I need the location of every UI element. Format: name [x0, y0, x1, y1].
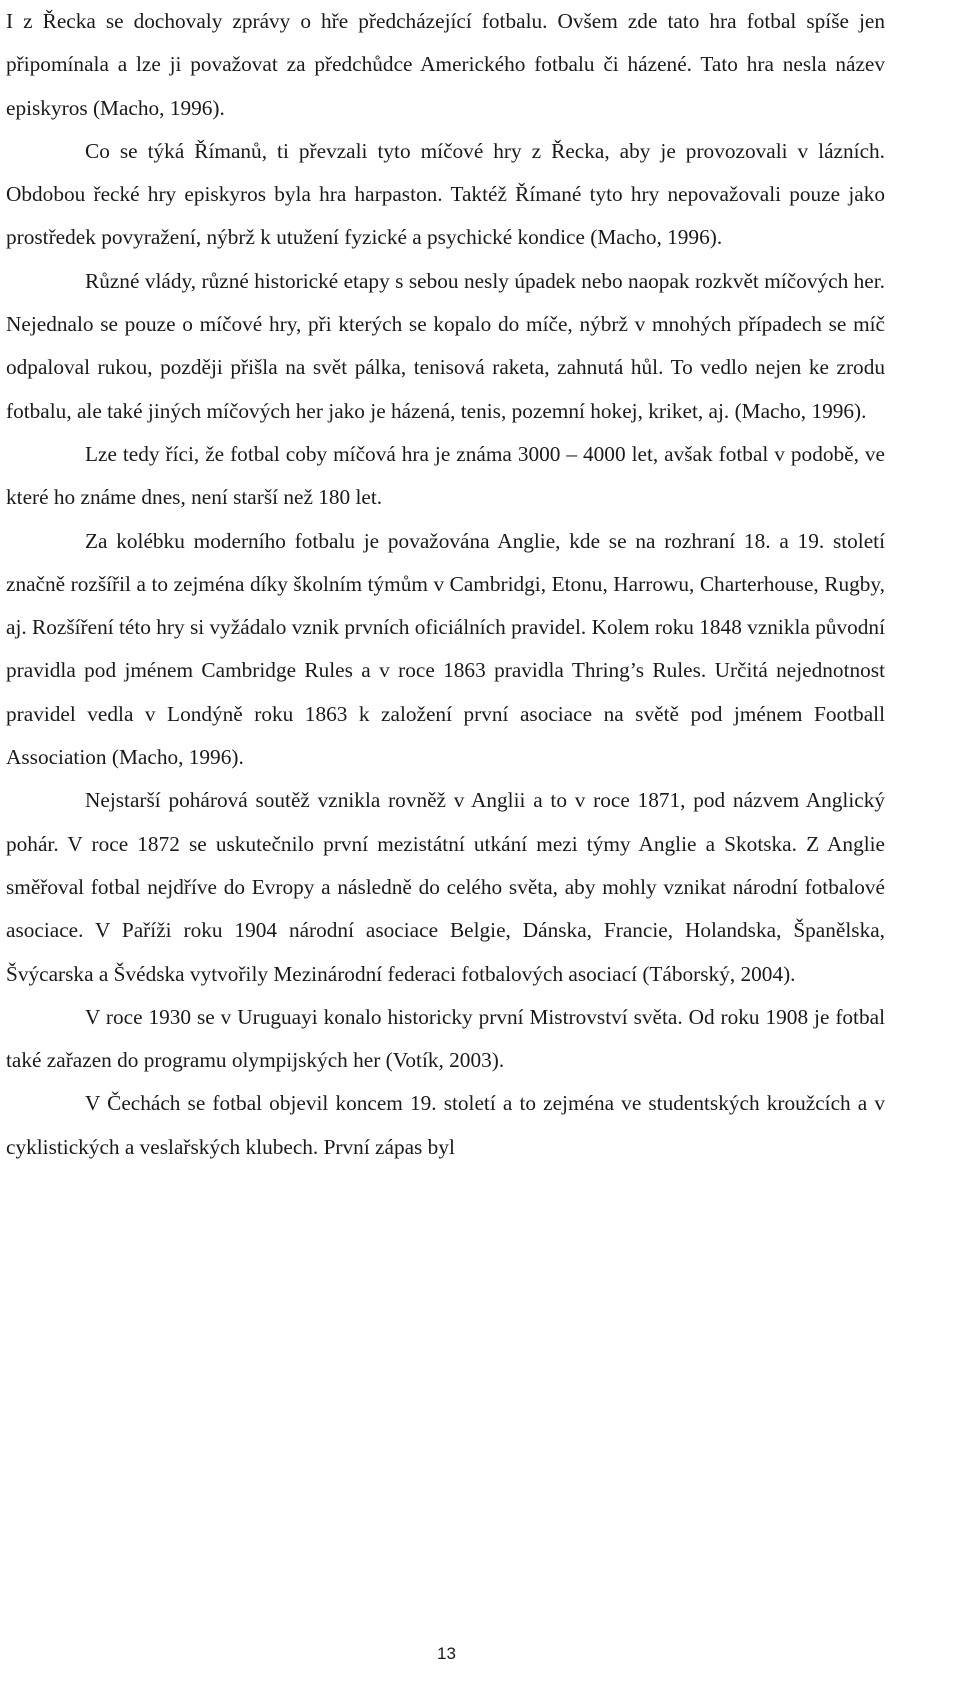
- paragraph-age-of-football: Lze tedy říci, že fotbal coby míčová hra je známa 3000 – 4000 let, avšak fotbal v podobě, ve které ho známe dnes, není starší než 180 let.: [6, 441, 885, 510]
- body-text: [6, 0, 885, 1169]
- page-number: 13: [437, 1644, 456, 1663]
- paragraph-bohemia: V Čechách se fotbal objevil koncem 19. století a to zejména ve studentských kroužcích a v cyklistických a veslařských klubech. První zápas byl: [6, 1091, 885, 1159]
- paragraph-first-cup: Nejstarší pohárová soutěž vznikla rovněž v Anglii a to v roce 1871, pod názvem Anglický pohár. V roce 1872 se uskutečnilo první mezistátní utkání mezi týmy Anglie a Skotska. Z Anglie směřoval fotbal nejdříve do Evropy a následně do celého světa, aby mohly vznikat národní fotbalové asociace. V Paříži roku 1904 národní asociace Belgie, Dánska, Francie, Holandska, Španělska, Švýcarska a Švédska vytvořily Mezinárodní federaci fotbalových asociací (Táborský, 2004).: [6, 788, 885, 986]
- paragraph-england-cradle: Za kolébku moderního fotbalu je považována Anglie, kde se na rozhraní 18. a 19. století značně rozšířil a to zejména díky školním týmům v Cambridgi, Etonu, Harrowu, Charterhouse, Rugby, aj. Rozšíření této hry si vyžádalo vznik prvních oficiálních pravidel. Kolem roku 1848 vznikla původní pravidla pod jménem Cambridge Rules a v roce 1863 pravidla Thring’s Rules. Určitá nejednotnost pravidel vedla v Londýně roku 1863 k založení první asociace na světě pod jménem Football Association (Macho, 1996).: [6, 528, 885, 770]
- paragraph-world-cup: V roce 1930 se v Uruguayi konalo historicky první Mistrovství světa. Od roku 1908 je fotbal také zařazen do programu olympijských her (Votík, 2003).: [6, 1004, 885, 1073]
- paragraph-romans: Co se týká Římanů, ti převzali tyto míčové hry z Řecka, aby je provozovali v lázních. Obdobou řecké hry episkyros byla hra harpaston. Taktéž Římané tyto hry nepovažovali pouze jako prostředek povyražení, nýbrž k utužení fyzické a psychické kondice (Macho, 1996).: [6, 138, 885, 250]
- paragraph-historical-eras: Různé vlády, různé historické etapy s sebou nesly úpadek nebo naopak rozkvět míčových her. Nejednalo se pouze o míčové hry, při kterých se kopalo do míče, nýbrž v mnohých případech se míč odpaloval rukou, později přišla na svět pálka, tenisová raketa, zahnutá hůl. To vedlo nejen ke zrodu fotbalu, ale také jiných míčových her jako je házená, tenis, pozemní hokej, kriket, aj. (Macho, 1996).: [6, 268, 885, 423]
- paragraph-greece: I z Řecka se dochovaly zprávy o hře předcházející fotbalu. Ovšem zde tato hra fotbal spíše jen připomínala a lze ji považovat za předchůdce Amerického fotbalu či házené. Tato hra nesla název episkyros (Macho, 1996).: [6, 9, 885, 120]
